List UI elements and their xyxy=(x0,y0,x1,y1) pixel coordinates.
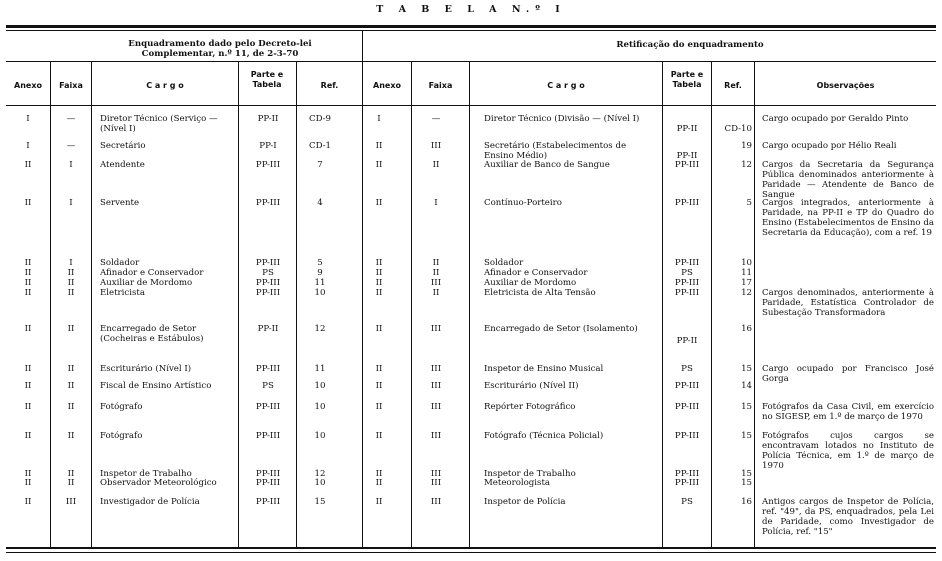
cell-faixa-right: II xyxy=(432,288,440,298)
cell-anexo-right: II xyxy=(375,364,383,374)
cell-parte-right: PP-III xyxy=(674,198,700,208)
cell-ref-right: 15 xyxy=(741,431,752,441)
header-parte-tabela-right: Parte e Tabela xyxy=(670,70,704,89)
cell-anexo-right: I xyxy=(377,114,381,124)
cell-cargo: Secretário xyxy=(100,141,146,151)
header-ref-right: Ref. xyxy=(724,81,742,90)
cell-parte-right: PP-III xyxy=(674,402,700,412)
cell-faixa: — xyxy=(66,141,76,151)
cell-ref: 7 xyxy=(317,160,323,170)
cell-obs: Cargos denominados, anteriormente à Paridade, Estatística Controlador de Subestação Transformadora xyxy=(762,288,934,318)
cell-ref: CD-1 xyxy=(309,141,331,151)
cell-anexo-right: II xyxy=(375,402,383,412)
cell-parte: PP-III xyxy=(255,497,281,507)
bottom-rule xyxy=(6,547,936,549)
cell-cargo-right: Secretário (Estabelecimentos de Ensino Médio) xyxy=(484,141,627,161)
cell-anexo-right: II xyxy=(375,381,383,391)
cell-ref-right: 16 xyxy=(741,324,752,334)
cell-ref: 11 xyxy=(314,278,326,288)
cell-ref-right: 14 xyxy=(741,381,752,391)
cell-faixa: II xyxy=(67,288,75,298)
cell-faixa: II xyxy=(67,268,75,278)
group-header-left: Enquadramento dado pelo Decreto-lei Complementar, n.º 11, de 2-3-70 xyxy=(128,39,312,59)
cell-faixa: II xyxy=(67,324,75,334)
cell-obs: Antigos cargos de Inspetor de Polícia, ref. "49", da PS, enquadrados, pela Lei de Paridade, como Investigador de Polícia, ref. "15" xyxy=(762,497,934,537)
cell-anexo-right: II xyxy=(375,288,383,298)
cell-ref: 10 xyxy=(314,431,326,441)
cell-parte: PP-II xyxy=(257,324,279,334)
cell-ref-right: 12 xyxy=(741,288,752,298)
cell-anexo: II xyxy=(24,288,32,298)
cell-ref-right: CD-10 xyxy=(724,124,752,134)
header-parte-tabela: Parte e Tabela xyxy=(250,70,284,89)
col-divider xyxy=(662,62,663,547)
cell-cargo: Fiscal de Ensino Artístico xyxy=(100,381,212,391)
cell-parte-right: PS xyxy=(681,497,693,507)
cell-anexo: II xyxy=(24,278,32,288)
cell-faixa-right: III xyxy=(430,469,442,479)
cell-anexo: II xyxy=(24,268,32,278)
cell-anexo: II xyxy=(24,497,32,507)
cell-faixa-right: III xyxy=(430,364,442,374)
cell-cargo: Servente xyxy=(100,198,140,208)
header-faixa-right: Faixa xyxy=(428,81,453,90)
cell-cargo-right: Eletricista de Alta Tensão xyxy=(484,288,596,298)
cell-anexo: I xyxy=(26,114,30,124)
cell-ref: 10 xyxy=(314,288,326,298)
cell-faixa-right: III xyxy=(430,402,442,412)
cell-faixa: III xyxy=(65,497,77,507)
cell-cargo: Escriturário (Nível I) xyxy=(100,364,192,374)
cell-faixa-right: III xyxy=(430,431,442,441)
header-cargo-right: C a r g o xyxy=(547,81,585,90)
cell-ref: 4 xyxy=(317,198,323,208)
cell-faixa: II xyxy=(67,431,75,441)
cell-anexo-right: II xyxy=(375,478,383,488)
cell-anexo: II xyxy=(24,478,32,488)
cell-parte: PP-III xyxy=(255,431,281,441)
header-rule xyxy=(6,105,936,106)
cell-parte-right: PP-III xyxy=(674,258,700,268)
cell-parte-right: PP-III xyxy=(674,160,700,170)
cell-obs: Cargo ocupado por Geraldo Pinto xyxy=(762,114,909,124)
cell-anexo: II xyxy=(24,198,32,208)
cell-faixa-right: — xyxy=(431,114,441,124)
cell-parte: PS xyxy=(262,268,274,278)
cell-ref: 15 xyxy=(314,497,326,507)
cell-faixa: II xyxy=(67,402,75,412)
cell-obs: Cargos integrados, anteriormente à Paridade, na PP-II e TP do Quadro do Ensino (Estabelecimentos de Ensino da Secretaria da Educação), com a ref. 19 xyxy=(762,198,934,238)
cell-cargo: Observador Meteorológico xyxy=(100,478,217,488)
cell-faixa: II xyxy=(67,278,75,288)
cell-ref: 10 xyxy=(314,381,326,391)
cell-anexo-right: II xyxy=(375,160,383,170)
col-divider xyxy=(91,62,92,547)
cell-cargo: Diretor Técnico (Serviço — (Nível I) xyxy=(100,114,218,134)
cell-ref-right: 15 xyxy=(741,478,752,488)
cell-parte: PP-III xyxy=(255,278,281,288)
cell-anexo-right: II xyxy=(375,324,383,334)
cell-anexo-right: II xyxy=(375,268,383,278)
cell-anexo: II xyxy=(24,469,32,479)
group-rule xyxy=(6,61,936,62)
cell-faixa-right: II xyxy=(432,268,440,278)
cell-parte: PP-I xyxy=(259,141,277,151)
cell-parte-right: PP-III xyxy=(674,278,700,288)
top-rule xyxy=(6,25,936,28)
cell-faixa: II xyxy=(67,469,75,479)
cell-anexo-right: II xyxy=(375,431,383,441)
cell-ref: 10 xyxy=(314,478,326,488)
cell-obs: Cargo ocupado por Francisco José Gorga xyxy=(762,364,934,384)
cell-ref-right: 15 xyxy=(741,364,752,374)
table-title: T A B E L A N.º I xyxy=(376,4,566,15)
header-anexo: Anexo xyxy=(14,81,42,90)
cell-obs: Fotógrafos da Casa Civil, em exercício no SIGESP, em 1.º de março de 1970 xyxy=(762,402,934,422)
cell-ref-right: 10 xyxy=(741,258,752,268)
cell-cargo: Investigador de Polícia xyxy=(100,497,200,507)
cell-faixa-right: III xyxy=(430,141,442,151)
cell-cargo: Soldador xyxy=(100,258,140,268)
cell-cargo: Fotógrafo xyxy=(100,402,143,412)
header-ref: Ref. xyxy=(320,81,339,90)
cell-parte: PP-III xyxy=(255,198,281,208)
cell-cargo-right: Repórter Fotográfico xyxy=(484,402,576,412)
cell-cargo-right: Contínuo-Porteiro xyxy=(484,198,562,208)
cell-anexo-right: II xyxy=(375,141,383,151)
cell-cargo: Eletricista xyxy=(100,288,145,298)
cell-faixa-right: III xyxy=(430,324,442,334)
cell-faixa-right: II xyxy=(432,160,440,170)
cell-parte: PP-III xyxy=(255,469,281,479)
cell-cargo-right: Soldador xyxy=(484,258,524,268)
cell-anexo: II xyxy=(24,431,32,441)
cell-parte-right: PP-III xyxy=(674,478,700,488)
cell-anexo-right: II xyxy=(375,469,383,479)
cell-faixa-right: I xyxy=(434,198,438,208)
cell-parte: PP-III xyxy=(255,364,281,374)
cell-ref-right: 17 xyxy=(741,278,752,288)
header-observacoes: Observações xyxy=(816,81,875,90)
cell-ref: 11 xyxy=(314,364,326,374)
bottom-rule-thin xyxy=(6,552,936,553)
cell-cargo-right: Afinador e Conservador xyxy=(484,268,588,278)
cell-cargo: Afinador e Conservador xyxy=(100,268,204,278)
cell-cargo: Atendente xyxy=(100,160,145,170)
cell-ref: CD-9 xyxy=(309,114,331,124)
cell-obs: Cargo ocupado por Hélio Reali xyxy=(762,141,897,151)
cell-anexo: II xyxy=(24,402,32,412)
cell-faixa: I xyxy=(69,198,73,208)
cell-faixa-right: III xyxy=(430,381,442,391)
cell-parte: PS xyxy=(262,381,274,391)
cell-ref-right: 12 xyxy=(741,160,752,170)
cell-faixa: I xyxy=(69,258,73,268)
cell-parte-right: PS xyxy=(681,364,693,374)
cell-ref: 9 xyxy=(317,268,323,278)
cell-faixa: I xyxy=(69,160,73,170)
cell-cargo-right: Inspetor de Trabalho xyxy=(484,469,576,479)
cell-cargo-right: Escriturário (Nível II) xyxy=(484,381,579,391)
cell-ref-right: 15 xyxy=(741,402,752,412)
cell-ref-right: 16 xyxy=(741,497,752,507)
cell-anexo: II xyxy=(24,160,32,170)
header-faixa: Faixa xyxy=(59,81,83,90)
header-anexo-right: Anexo xyxy=(373,81,401,90)
cell-cargo: Encarregado de Setor (Cocheiras e Estábulos) xyxy=(100,324,204,344)
cell-cargo: Auxiliar de Mordomo xyxy=(100,278,193,288)
cell-anexo: II xyxy=(24,324,32,334)
cell-ref-right: 15 xyxy=(741,469,752,479)
cell-parte-right: PP-III xyxy=(674,469,700,479)
cell-anexo-right: II xyxy=(375,497,383,507)
cell-cargo-right: Inspetor de Ensino Musical xyxy=(484,364,604,374)
group-header-right: Retificação do enquadramento xyxy=(616,40,764,50)
header-cargo: C a r g o xyxy=(146,81,184,90)
cell-parte: PP-III xyxy=(255,478,281,488)
cell-faixa-right: III xyxy=(430,497,442,507)
cell-faixa: II xyxy=(67,364,75,374)
cell-anexo: II xyxy=(24,381,32,391)
cell-anexo: II xyxy=(24,258,32,268)
cell-cargo-right: Meteorologista xyxy=(484,478,551,488)
cell-ref-right: 19 xyxy=(741,141,752,151)
col-divider xyxy=(238,62,239,547)
cell-parte: PP-III xyxy=(255,258,281,268)
cell-ref: 12 xyxy=(314,324,326,334)
cell-obs: Cargos da Secretaria da Segurança Pública denominados anteriormente à Paridade — Atendente de Banco de Sangue xyxy=(762,160,934,200)
cell-cargo: Inspetor de Trabalho xyxy=(100,469,192,479)
cell-parte: PP-II xyxy=(257,114,279,124)
cell-faixa-right: III xyxy=(430,478,442,488)
cell-cargo-right: Fotógrafo (Técnica Policial) xyxy=(484,431,604,441)
cell-cargo-right: Diretor Técnico (Divisão — (Nível I) xyxy=(484,114,640,124)
cell-parte: PP-III xyxy=(255,402,281,412)
cell-cargo-right: Encarregado de Setor (Isolamento) xyxy=(484,324,638,334)
cell-parte-right: PP-III xyxy=(674,431,700,441)
cell-parte-right: PP-II xyxy=(676,151,698,161)
cell-anexo-right: II xyxy=(375,258,383,268)
cell-ref: 12 xyxy=(314,469,326,479)
top-rule-thin xyxy=(6,30,936,31)
cell-faixa: II xyxy=(67,478,75,488)
cell-obs: Fotógrafos cujos cargos se encontravam lotados no Instituto de Polícia Técnica, em 1.º de março de 1970 xyxy=(762,431,934,471)
cell-ref-right: 11 xyxy=(741,268,752,278)
cell-parte-right: PP-III xyxy=(674,381,700,391)
cell-faixa-right: III xyxy=(430,278,442,288)
col-divider xyxy=(754,62,755,547)
cell-parte-right: PS xyxy=(681,268,693,278)
cell-anexo-right: II xyxy=(375,198,383,208)
cell-ref-right: 5 xyxy=(746,198,752,208)
cell-cargo-right: Auxiliar de Mordomo xyxy=(484,278,577,288)
cell-anexo-right: II xyxy=(375,278,383,288)
cell-anexo: II xyxy=(24,364,32,374)
cell-faixa: II xyxy=(67,381,75,391)
cell-parte: PP-III xyxy=(255,160,281,170)
cell-cargo: Fotógrafo xyxy=(100,431,143,441)
cell-cargo-right: Auxiliar de Banco de Sangue xyxy=(484,160,610,170)
cell-faixa-right: II xyxy=(432,258,440,268)
cell-cargo-right: Inspetor de Polícia xyxy=(484,497,566,507)
cell-anexo: I xyxy=(26,141,30,151)
cell-ref: 5 xyxy=(317,258,323,268)
cell-faixa: — xyxy=(66,114,76,124)
cell-parte-right: PP-III xyxy=(674,288,700,298)
cell-parte-right: PP-II xyxy=(676,336,698,346)
cell-ref: 10 xyxy=(314,402,326,412)
cell-parte-right: PP-II xyxy=(676,124,698,134)
col-divider xyxy=(469,62,470,547)
cell-parte: PP-III xyxy=(255,288,281,298)
